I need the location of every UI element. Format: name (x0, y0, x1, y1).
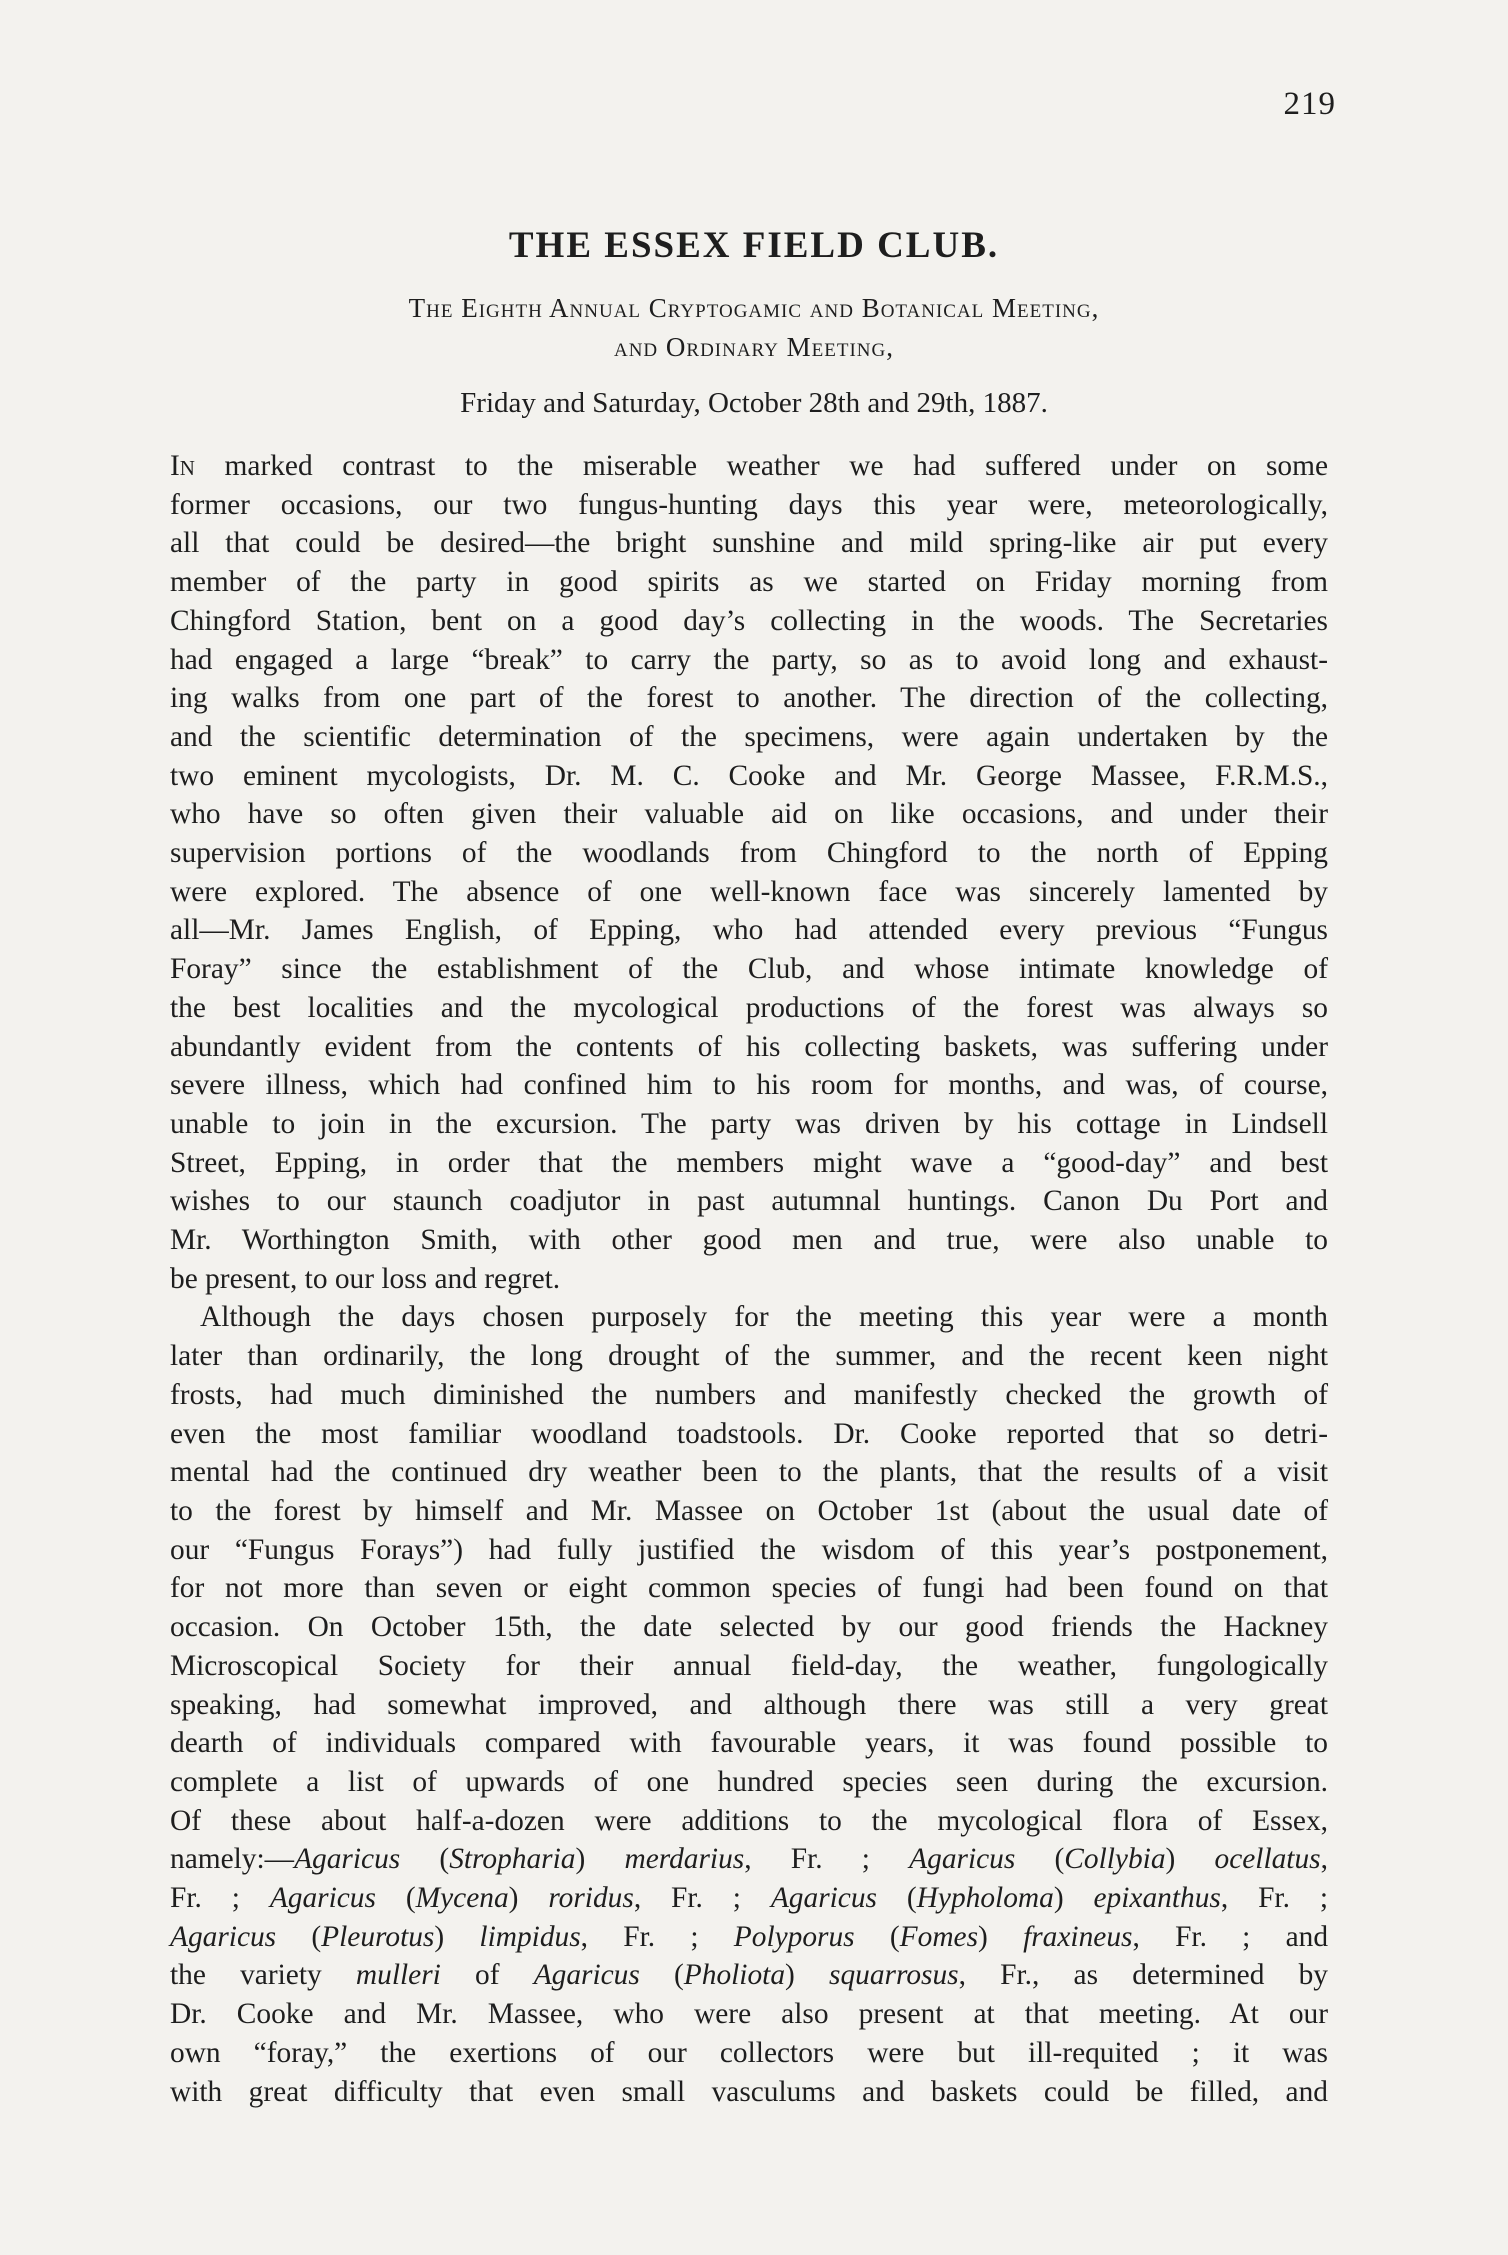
species-name-italic: Hypholoma (916, 1882, 1054, 1915)
text-run: , Fr., as determined by (958, 1959, 1328, 1992)
text-line: who have so often given their valuable aid on like occasions, and under their (170, 798, 1328, 831)
text-run: , Fr. ; (744, 1843, 910, 1876)
text-line: two eminent mycologists, Dr. M. C. Cooke and Mr. George Massee, F.R.M.S., (170, 759, 1328, 792)
text-run: the variety (170, 1959, 356, 1992)
text-run: , (1320, 1843, 1328, 1876)
text-line: Chingford Station, bent on a good day’s collecting in the woods. The Secretaries (170, 604, 1328, 637)
drop-cap: In (170, 450, 195, 482)
text-line: own “foray,” the exertions of our collectors were but ill-requited ; it was (170, 2036, 1328, 2069)
text-run: ( (854, 1920, 900, 1953)
text-line: Dr. Cooke and Mr. Massee, who were also present at that meeting. At our (170, 1998, 1328, 2031)
species-name-italic: ocellatus (1214, 1843, 1321, 1876)
text-line: dearth of individuals compared with favourable years, it was found possible to (170, 1727, 1328, 1760)
text-run: ( (1015, 1843, 1065, 1876)
text-line: wishes to our staunch coadjutor in past autumnal huntings. Canon Du Port and (170, 1185, 1328, 1218)
text-line: member of the party in good spirits as we started on Friday morning from (170, 566, 1328, 599)
text-line: complete a list of upwards of one hundred species seen during the excursion. (170, 1765, 1328, 1798)
text-line: ing walks from one part of the forest to another. The direction of the collecting, (170, 682, 1328, 715)
text-line: later than ordinarily, the long drought of the summer, and the recent keen night (170, 1340, 1328, 1373)
text-run: , Fr. ; and (1132, 1920, 1329, 1953)
text-run: , Fr. ; (633, 1882, 771, 1915)
species-line (170, 1840, 1328, 1879)
meeting-subtitle-line-2: and Ordinary Meeting, (613, 332, 895, 362)
text-line: Of these about half-a-dozen were additions to the mycological flora of Essex, (170, 1804, 1328, 1837)
text-line: occasion. On October 15th, the date selected by our good friends the Hackney (170, 1611, 1328, 1644)
text-run: ) (978, 1920, 1024, 1953)
text-line: Although the days chosen purposely for the meeting this year were a month (200, 1301, 1328, 1334)
text-run: ( (276, 1920, 322, 1953)
text-run: , Fr. ; (580, 1920, 734, 1953)
species-line (170, 1879, 1328, 1918)
text-line: for not more than seven or eight common species of fungi had been found on that (170, 1572, 1328, 1605)
species-name-italic: epixanthus (1093, 1882, 1221, 1915)
text-line: be present, to our loss and regret. (170, 1262, 561, 1295)
species-name-italic: squarrosus (829, 1959, 959, 1992)
text-line: frosts, had much diminished the numbers and manifestly checked the growth of (170, 1378, 1328, 1411)
text-line: had engaged a large “break” to carry the party, so as to avoid long and exhaust- (170, 643, 1328, 676)
text-run: ) (434, 1920, 480, 1953)
paragraph-1 (170, 447, 1328, 1298)
species-name-italic: Collybia (1064, 1843, 1166, 1876)
text-line: and the scientific determination of the specimens, were again undertaken by the (170, 720, 1328, 753)
text-line: speaking, had somewhat improved, and although there was still a very great (170, 1688, 1328, 1721)
species-name-italic: Fomes (899, 1920, 979, 1953)
text-line: former occasions, our two fungus-hunting days this year were, meteorologically, (170, 488, 1328, 521)
meeting-dateline: Friday and Saturday, October 28th and 29th, 1887. (460, 387, 1048, 419)
species-name-italic: Pholiota (683, 1959, 786, 1992)
paragraph-2 (170, 1298, 1328, 2111)
text-run: , Fr. ; (1220, 1882, 1328, 1915)
text-line: all that could be desired—the bright sunshine and mild spring-like air put every (170, 527, 1328, 560)
species-name-italic: limpidus (479, 1920, 581, 1953)
article-body (170, 447, 1328, 2111)
species-line (170, 1918, 1328, 1957)
text-run: of (440, 1959, 534, 1992)
text-line: to the forest by himself and Mr. Massee on October 1st (about the usual date of (170, 1494, 1328, 1527)
species-name-italic: roridus (548, 1882, 634, 1915)
species-name-italic: mulleri (355, 1959, 441, 1992)
text-run: Fr. ; (170, 1882, 270, 1915)
text-run: ) (1053, 1882, 1094, 1915)
text-line: our “Fungus Forays”) had fully justified the wisdom of this year’s postponement, (170, 1533, 1328, 1566)
text-run: ( (639, 1959, 684, 1992)
species-name-italic: fraxineus (1023, 1920, 1133, 1953)
text-line (170, 447, 1328, 486)
species-name-italic: Stropharia (449, 1843, 576, 1876)
text-run: ) (1165, 1843, 1215, 1876)
text-line: Microscopical Society for their annual field-day, the weather, fungologically (170, 1649, 1328, 1682)
text-line: even the most familiar woodland toadstools. Dr. Cooke reported that so detri- (170, 1417, 1328, 1450)
text-run: ( (876, 1882, 917, 1915)
species-name-italic: Agaricus (770, 1882, 877, 1915)
species-name-italic: Polyporus (733, 1920, 855, 1953)
text-run: namely:— (170, 1843, 295, 1876)
text-run: ) (575, 1843, 625, 1876)
species-name-italic: Agaricus (294, 1843, 401, 1876)
text-line: abundantly evident from the contents of his collecting baskets, was suffering under (170, 1030, 1328, 1063)
page-number: 219 (1283, 86, 1336, 122)
meeting-subtitle-line-1: The Eighth Annual Cryptogamic and Botanical Meeting, (408, 293, 1100, 323)
text-line: all—Mr. James English, of Epping, who had attended every previous “Fungus (170, 914, 1328, 947)
text-line: were explored. The absence of one well-known face was sincerely lamented by (170, 875, 1328, 908)
text-run: ( (375, 1882, 416, 1915)
text-line: Foray” since the establishment of the Club, and whose intimate knowledge of (170, 953, 1328, 986)
article-title: THE ESSEX FIELD CLUB. (508, 225, 1000, 266)
text-line: Mr. Worthington Smith, with other good men and true, were also unable to (170, 1224, 1328, 1257)
text-line-content: marked contrast to the miserable weather we had suffered under on some (194, 450, 1328, 482)
species-name-italic: Pleurotus (321, 1920, 435, 1953)
text-run: ( (400, 1843, 450, 1876)
text-line: supervision portions of the woodlands from Chingford to the north of Epping (170, 837, 1328, 870)
species-name-italic: Agaricus (170, 1920, 277, 1953)
species-name-italic: Agaricus (909, 1843, 1016, 1876)
text-line: the best localities and the mycological productions of the forest was always so (170, 991, 1328, 1024)
species-name-italic: Mycena (415, 1882, 509, 1915)
text-run: ) (785, 1959, 830, 1992)
text-line: mental had the continued dry weather been to the plants, that the results of a visit (170, 1456, 1328, 1489)
text-line: severe illness, which had confined him to his room for months, and was, of course, (170, 1069, 1328, 1102)
species-name-italic: Agaricus (533, 1959, 640, 1992)
species-name-italic: Agaricus (269, 1882, 376, 1915)
text-line: Street, Epping, in order that the members might wave a “good-day” and best (170, 1146, 1328, 1179)
species-name-italic: merdarius (624, 1843, 745, 1876)
text-line: with great difficulty that even small vasculums and baskets could be filled, and (170, 2075, 1328, 2108)
text-line: unable to join in the excursion. The party was driven by his cottage in Lindsell (170, 1107, 1328, 1140)
text-run: ) (508, 1882, 549, 1915)
species-line (170, 1956, 1328, 1995)
